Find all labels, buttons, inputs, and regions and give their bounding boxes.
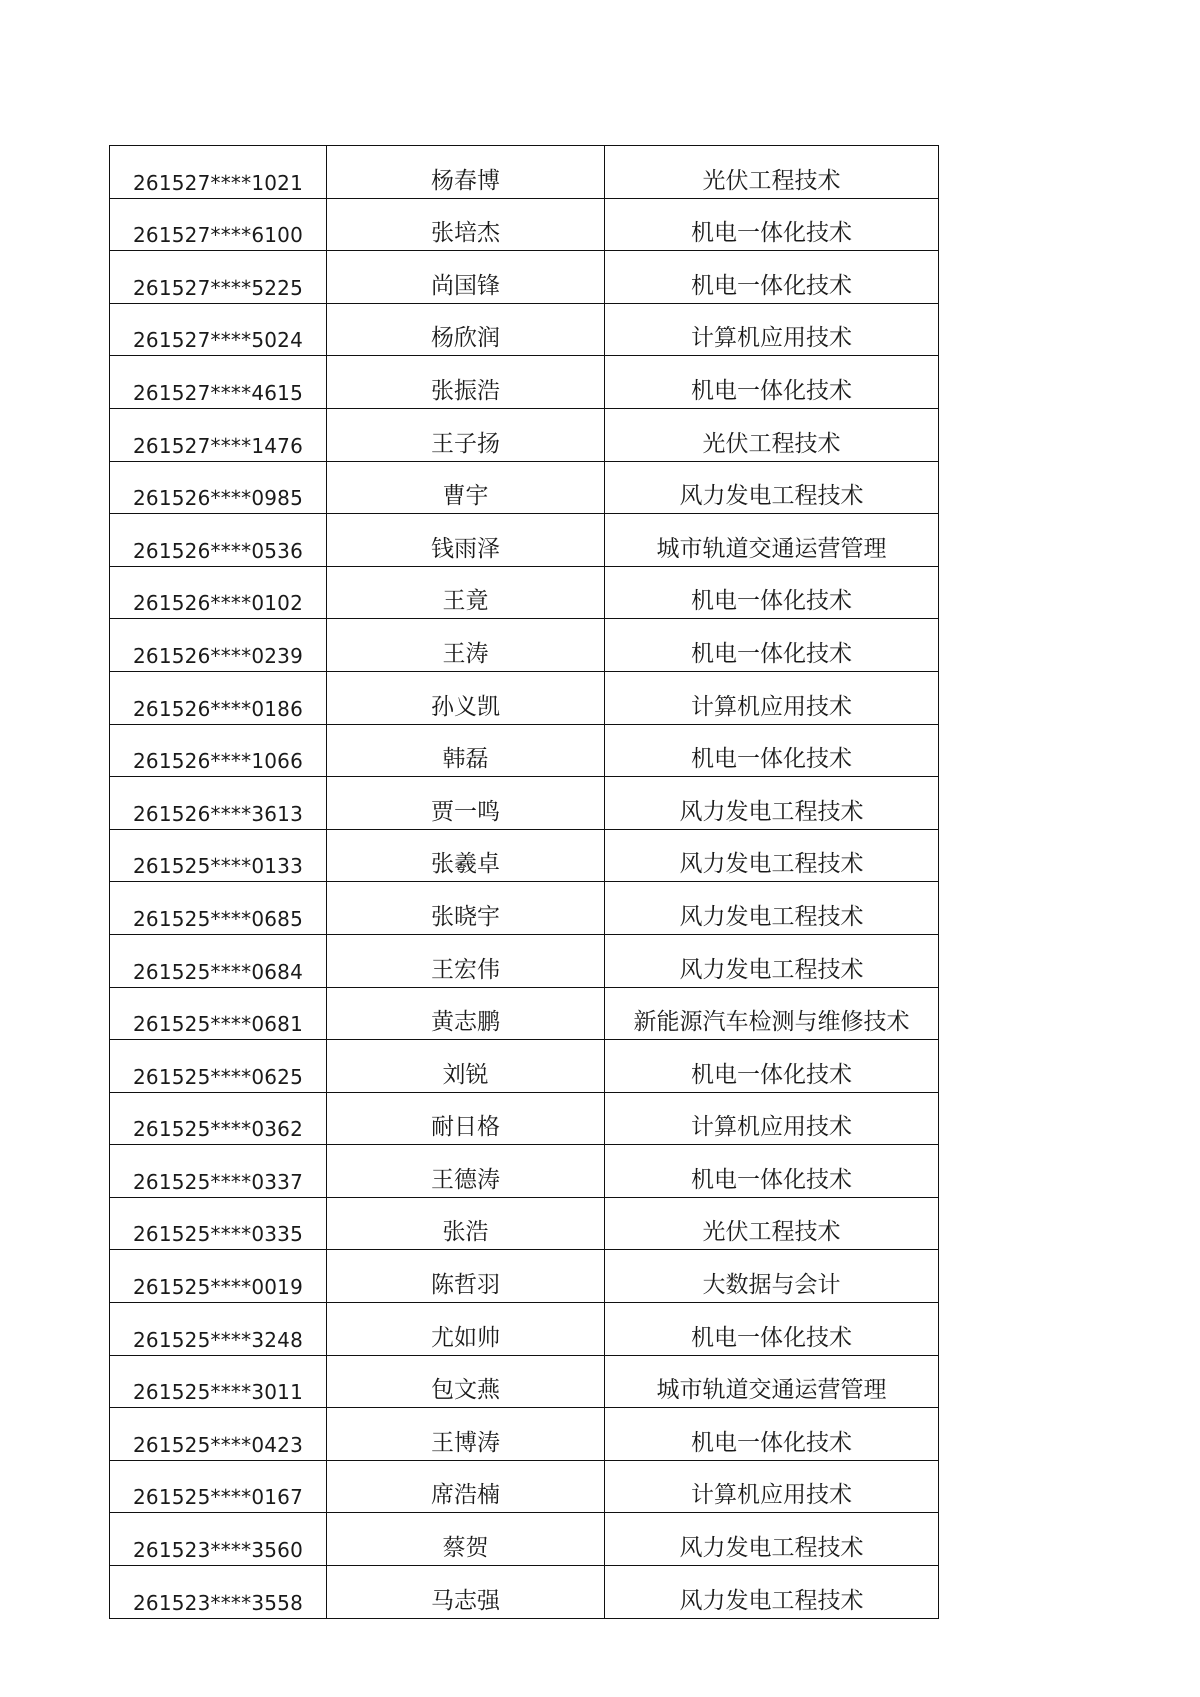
table-row	[110, 1092, 939, 1145]
student-name-cell: 张羲卓	[327, 829, 605, 882]
exam-number-cell: 261526****0239	[110, 619, 327, 672]
table-row	[110, 461, 939, 514]
major-cell: 计算机应用技术	[605, 1092, 939, 1145]
major-cell: 风力发电工程技术	[605, 1566, 939, 1619]
exam-number-cell: 261527****6100	[110, 198, 327, 251]
student-name-cell: 席浩楠	[327, 1460, 605, 1513]
major-cell: 机电一体化技术	[605, 251, 939, 304]
exam-number-cell: 261527****5024	[110, 303, 327, 356]
table-row	[110, 1197, 939, 1250]
exam-number-cell: 261526****0102	[110, 566, 327, 619]
table-row	[110, 303, 939, 356]
major-cell: 风力发电工程技术	[605, 461, 939, 514]
exam-number-cell: 261525****0337	[110, 1145, 327, 1198]
student-roster-table	[109, 145, 939, 1619]
exam-number-cell: 261525****0019	[110, 1250, 327, 1303]
exam-number-cell: 261523****3558	[110, 1566, 327, 1619]
exam-number-cell: 261525****0335	[110, 1197, 327, 1250]
table-row	[110, 619, 939, 672]
student-name-cell: 张浩	[327, 1197, 605, 1250]
exam-number-cell: 261527****4615	[110, 356, 327, 409]
table-row	[110, 934, 939, 987]
student-name-cell: 耐日格	[327, 1092, 605, 1145]
exam-number-cell: 261526****1066	[110, 724, 327, 777]
exam-number-cell: 261525****0625	[110, 1040, 327, 1093]
major-cell: 计算机应用技术	[605, 303, 939, 356]
major-cell: 机电一体化技术	[605, 566, 939, 619]
major-cell: 风力发电工程技术	[605, 829, 939, 882]
student-name-cell: 陈哲羽	[327, 1250, 605, 1303]
student-name-cell: 张培杰	[327, 198, 605, 251]
major-cell: 机电一体化技术	[605, 198, 939, 251]
exam-number-cell: 261526****3613	[110, 777, 327, 830]
student-name-cell: 杨欣润	[327, 303, 605, 356]
major-cell: 计算机应用技术	[605, 671, 939, 724]
table-row	[110, 408, 939, 461]
table-row	[110, 882, 939, 935]
student-name-cell: 杨春博	[327, 146, 605, 199]
table-row	[110, 1355, 939, 1408]
major-cell: 机电一体化技术	[605, 1040, 939, 1093]
table-row	[110, 356, 939, 409]
exam-number-cell: 261525****0362	[110, 1092, 327, 1145]
student-name-cell: 王德涛	[327, 1145, 605, 1198]
table-row	[110, 829, 939, 882]
major-cell: 风力发电工程技术	[605, 1513, 939, 1566]
table-row	[110, 724, 939, 777]
student-name-cell: 包文燕	[327, 1355, 605, 1408]
exam-number-cell: 261527****5225	[110, 251, 327, 304]
table-row	[110, 251, 939, 304]
table-row	[110, 777, 939, 830]
exam-number-cell: 261527****1476	[110, 408, 327, 461]
major-cell: 机电一体化技术	[605, 1145, 939, 1198]
exam-number-cell: 261525****0681	[110, 987, 327, 1040]
table-row	[110, 671, 939, 724]
exam-number-cell: 261525****0133	[110, 829, 327, 882]
student-name-cell: 尤如帅	[327, 1303, 605, 1356]
major-cell: 城市轨道交通运营管理	[605, 1355, 939, 1408]
major-cell: 机电一体化技术	[605, 1303, 939, 1356]
student-name-cell: 曹宇	[327, 461, 605, 514]
major-cell: 风力发电工程技术	[605, 777, 939, 830]
student-name-cell: 马志强	[327, 1566, 605, 1619]
major-cell: 风力发电工程技术	[605, 882, 939, 935]
table-row	[110, 146, 939, 199]
table-row	[110, 566, 939, 619]
exam-number-cell: 261525****0684	[110, 934, 327, 987]
major-cell: 城市轨道交通运营管理	[605, 514, 939, 567]
major-cell: 机电一体化技术	[605, 724, 939, 777]
major-cell: 光伏工程技术	[605, 408, 939, 461]
student-name-cell: 王竟	[327, 566, 605, 619]
exam-number-cell: 261527****1021	[110, 146, 327, 199]
student-name-cell: 蔡贺	[327, 1513, 605, 1566]
exam-number-cell: 261526****0536	[110, 514, 327, 567]
major-cell: 计算机应用技术	[605, 1460, 939, 1513]
exam-number-cell: 261523****3560	[110, 1513, 327, 1566]
student-name-cell: 刘锐	[327, 1040, 605, 1093]
exam-number-cell: 261525****0685	[110, 882, 327, 935]
table-row	[110, 1145, 939, 1198]
student-name-cell: 钱雨泽	[327, 514, 605, 567]
table-row	[110, 198, 939, 251]
major-cell: 机电一体化技术	[605, 619, 939, 672]
roster-body	[110, 146, 939, 1619]
exam-number-cell: 261526****0985	[110, 461, 327, 514]
student-name-cell: 贾一鸣	[327, 777, 605, 830]
major-cell: 大数据与会计	[605, 1250, 939, 1303]
exam-number-cell: 261525****0423	[110, 1408, 327, 1461]
table-row	[110, 1303, 939, 1356]
major-cell: 机电一体化技术	[605, 1408, 939, 1461]
student-name-cell: 王子扬	[327, 408, 605, 461]
exam-number-cell: 261525****3248	[110, 1303, 327, 1356]
major-cell: 光伏工程技术	[605, 1197, 939, 1250]
student-name-cell: 王宏伟	[327, 934, 605, 987]
table-row	[110, 1408, 939, 1461]
exam-number-cell: 261525****3011	[110, 1355, 327, 1408]
table-row	[110, 1250, 939, 1303]
student-name-cell: 孙义凯	[327, 671, 605, 724]
major-cell: 风力发电工程技术	[605, 934, 939, 987]
student-name-cell: 黄志鹏	[327, 987, 605, 1040]
student-name-cell: 张晓宇	[327, 882, 605, 935]
major-cell: 机电一体化技术	[605, 356, 939, 409]
major-cell: 光伏工程技术	[605, 146, 939, 199]
table-row	[110, 514, 939, 567]
exam-number-cell: 261525****0167	[110, 1460, 327, 1513]
exam-number-cell: 261526****0186	[110, 671, 327, 724]
major-cell: 新能源汽车检测与维修技术	[605, 987, 939, 1040]
student-name-cell: 张振浩	[327, 356, 605, 409]
table-row	[110, 987, 939, 1040]
student-name-cell: 韩磊	[327, 724, 605, 777]
table-row	[110, 1566, 939, 1619]
table-row	[110, 1513, 939, 1566]
table-row	[110, 1460, 939, 1513]
student-name-cell: 尚国锋	[327, 251, 605, 304]
student-name-cell: 王博涛	[327, 1408, 605, 1461]
student-name-cell: 王涛	[327, 619, 605, 672]
table-row	[110, 1040, 939, 1093]
